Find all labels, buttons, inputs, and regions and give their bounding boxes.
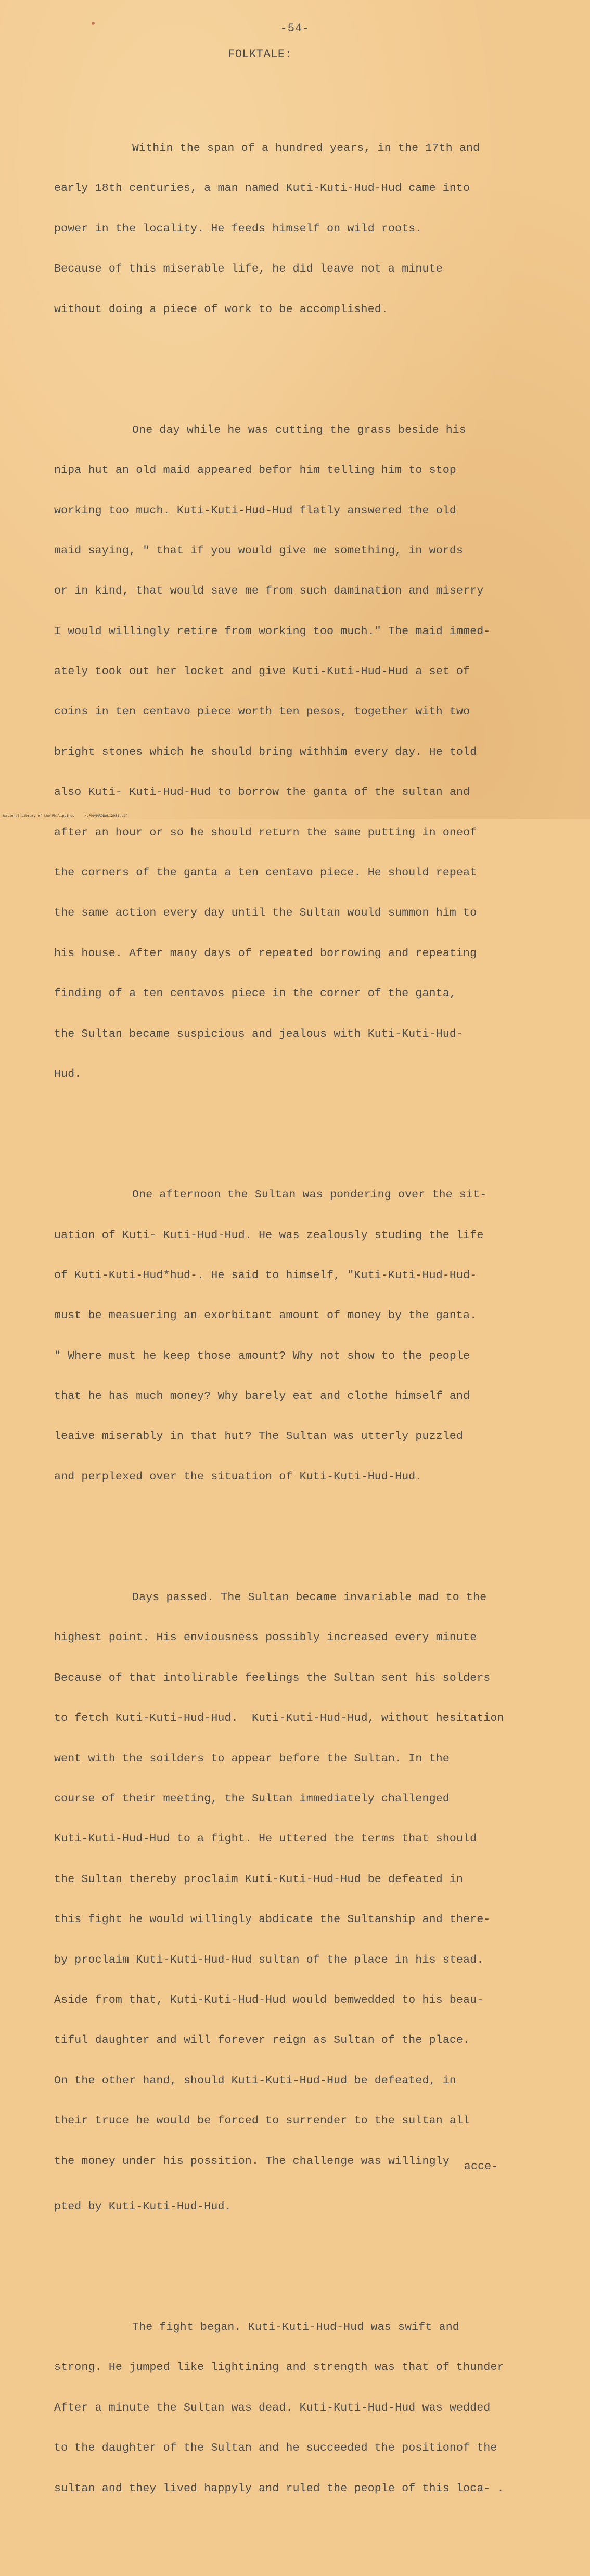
text-line: One afternoon the Sultan was pondering over the sit- [132,1189,487,1202]
text-line: the same action every day until the Sultan would summon him to [54,907,477,920]
text-line [54,2155,590,2173]
text-line-main: the money under his possition. The challenge was willingly [54,2155,450,2168]
text-line: that he has much money? Why barely eat and clothe himself and [54,1390,470,1403]
text-line: course of their meeting, the Sultan immediately challenged [54,1793,450,1805]
text-line: bright stones which he should bring withhim every day. He told [54,745,477,758]
text-line: I would willingly retire from working too much." The maid immed- [54,625,491,638]
text-line: finding of a ten centavos piece in the corner of the ganta, [54,987,457,1000]
text-line: Within the span of a hundred years, in the 17th and [132,141,480,154]
text-line: leaive miserably in that hut? The Sultan was utterly puzzled [54,1430,464,1443]
text-line: Because of this miserable life, he did leave not a minute [54,263,443,276]
text-line: uation of Kuti- Kuti-Hud-Hud. He was zealously studing the life [54,1229,484,1242]
text-line: On the other hand, should Kuti-Kuti-Hud-Hud be defeated, in [54,2074,457,2087]
text-line: Aside from that, Kuti-Kuti-Hud-Hud would bemwedded to his beau- [54,1993,484,2006]
text-line: maid saying, " that if you would give me something, in words [54,544,464,557]
text-line: " Where must he keep those amount? Why not show to the people [54,1349,470,1362]
paragraph-3 [54,1162,590,1511]
text-line: to fetch Kuti-Kuti-Hud-Hud. Kuti-Kuti-Hud-Hud, without hesitation [54,1712,504,1725]
body-text [54,75,590,2576]
text-line: their truce he would be forced to surrender to the sultan all [54,2115,470,2128]
text-line: tiful daughter and will forever reign as Sultan of the place. [54,2034,470,2047]
text-line: the Sultan thereby proclaim Kuti-Kuti-Hud-Hud be defeated in [54,1873,464,1886]
text-line: after an hour or so he should return the same putting in oneof [54,826,477,839]
page-number: -54- [280,22,310,35]
text-line: early 18th centuries, a man named Kuti-Kuti-Hud-Hud came into [54,182,470,195]
text-line: the Sultan became suspicious and jealous with Kuti-Kuti-Hud- [54,1027,464,1040]
text-line: Kuti-Kuti-Hud-Hud to a fight. He uttered the terms that should [54,1833,477,1846]
text-line: After a minute the Sultan was dead. Kuti-Kuti-Hud-Hud was wedded [54,2401,491,2414]
text-line: nipa hut an old maid appeared befor him telling him to stop [54,464,457,477]
text-line: Because of that intolirable feelings the Sultan sent his solders [54,1671,491,1684]
text-line: and perplexed over the situation of Kuti-Kuti-Hud-Hud. [54,1470,422,1483]
paragraph-5 [54,2294,590,2522]
paragraph-2 [54,397,590,1108]
text-line: highest point. His enviousness possibly increased every minute [54,1631,477,1644]
text-line: or in kind, that would save me from such damination and miserry [54,585,484,598]
scan-footer: National Library of the Philippines NLP00MHRDDAL12058.tif [3,814,127,818]
text-line: of Kuti-Kuti-Hud*hud-. He said to himself, "Kuti-Kuti-Hud-Hud- [54,1269,477,1282]
text-line: working too much. Kuti-Kuti-Hud-Hud flatly answered the old [54,504,457,517]
text-line: this fight he would willingly abdicate the Sultanship and there- [54,1913,491,1926]
text-line: power in the locality. He feeds himself on wild roots. [54,222,422,235]
text-line: Hud. [54,1067,82,1080]
text-line: Days passed. The Sultan became invariable mad to the [132,1591,487,1604]
text-line: ately took out her locket and give Kuti-Kuti-Hud-Hud a set of [54,665,470,678]
text-line: went with the soilders to appear before the Sultan. In the [54,1752,450,1765]
text-line: also Kuti- Kuti-Hud-Hud to borrow the ganta of the sultan and [54,786,470,799]
document-heading: FOLKTALE: [228,48,292,61]
text-line: pted by Kuti-Kuti-Hud-Hud. [54,2200,232,2213]
paragraph-4 [54,1564,590,2240]
text-line: coins in ten centavo piece worth ten pesos, together with two [54,705,470,718]
text-line: must be measuering an exorbitant amount of money by the ganta. [54,1309,477,1322]
text-line: sultan and they lived happyly and ruled the people of this loca- . [54,2482,504,2495]
text-line: One day while he was cutting the grass beside his [132,423,467,436]
trailing-fragment: acce- [464,2160,498,2173]
text-line: strong. He jumped like lightining and strength was that of thunder [54,2361,504,2374]
text-line: The fight began. Kuti-Kuti-Hud-Hud was swift and [132,2321,459,2334]
text-line: without doing a piece of work to be accomplished. [54,303,389,316]
text-line: by proclaim Kuti-Kuti-Hud-Hud sultan of the place in his stead. [54,1953,484,1966]
text-line: his house. After many days of repeated borrowing and repeating [54,947,477,960]
text-line: the corners of the ganta a ten centavo piece. He should repeat [54,867,477,880]
text-line: to the daughter of the Sultan and he succeeded the positionof the [54,2442,497,2455]
paragraph-1 [54,115,590,343]
